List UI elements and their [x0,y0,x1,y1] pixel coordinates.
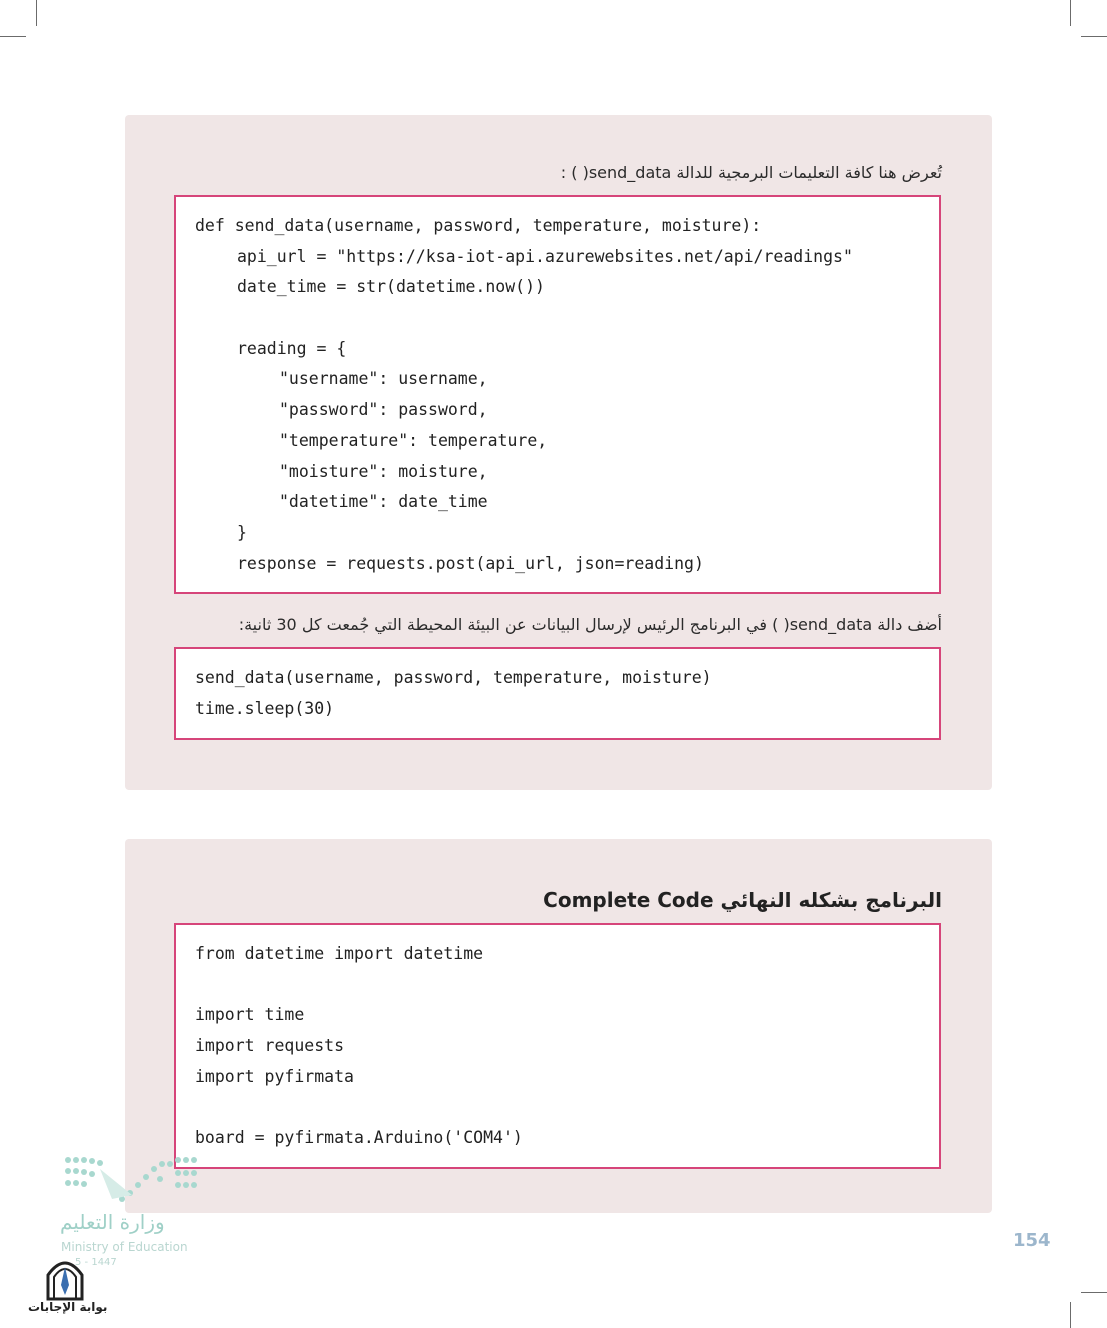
crop-mark-top-right-v [1070,0,1071,26]
code-line: api_url = "https://ksa-iot-api.azurewebsites.net/api/readings" [237,246,853,266]
crop-mark-top-right-h [1081,36,1107,37]
code-line: send_data(username, password, temperature, moisture) [195,668,712,687]
code-line: response = requests.post(api_url, json=reading) [237,553,704,573]
code-line [195,303,939,334]
code-line: } [237,522,247,542]
code-block-complete [174,923,941,1169]
page-number: 154 [1013,1230,1051,1251]
code-line: reading = { [237,338,347,358]
code-line: date_time = str(datetime.now()) [237,277,545,297]
bottom-panel [125,839,992,1213]
crop-mark-bottom-right-h [1081,1292,1107,1293]
crop-mark-top-left-h [0,36,26,37]
ministry-logo-icon [60,1155,200,1205]
code-line: "datetime": date_time [279,492,488,512]
gate-label: بوابة الإجابات [28,1300,108,1314]
code-line: "temperature": temperature, [279,430,548,450]
code-line: "moisture": moisture, [279,461,488,481]
ministry-name-english: Ministry of Education [61,1240,188,1254]
code-line: import pyfirmata [195,1066,354,1086]
code-line: import requests [195,1036,345,1056]
instruction-main-program: أضف دالة send_data( ) في البرنامج الرئيس لإرسال البيانات عن البيئة المحيطة التي جُمعت كل 30 ثانية: [238,615,942,634]
crop-mark-bottom-right-v [1070,1302,1071,1328]
code-line: from datetime import datetime [195,944,484,963]
instruction-send-data: تُعرض هنا كافة التعليمات البرمجية للدالة send_data( ) : [560,163,942,182]
section-heading: البرنامج بشكله النهائي Complete Code [543,888,942,912]
code-line: def send_data(username, password, temperature, moisture): [195,216,762,235]
code-line: time.sleep(30) [195,698,335,718]
code-line [195,1092,939,1123]
ministry-name-arabic: وزارة التعليم [60,1210,165,1234]
code-line [195,970,939,1001]
top-panel [125,115,992,790]
code-line: board = pyfirmata.Arduino('COM4') [195,1128,523,1148]
gate-logo-icon [44,1255,86,1301]
code-block-send-data [174,195,941,594]
crop-mark-top-left-v [36,0,37,26]
code-line: import time [195,1005,305,1025]
ministry-year: 5 - 1447 [75,1257,117,1268]
code-block-main-call [174,647,941,740]
code-line: "username": username, [279,369,488,389]
code-line: "password": password, [279,400,488,420]
